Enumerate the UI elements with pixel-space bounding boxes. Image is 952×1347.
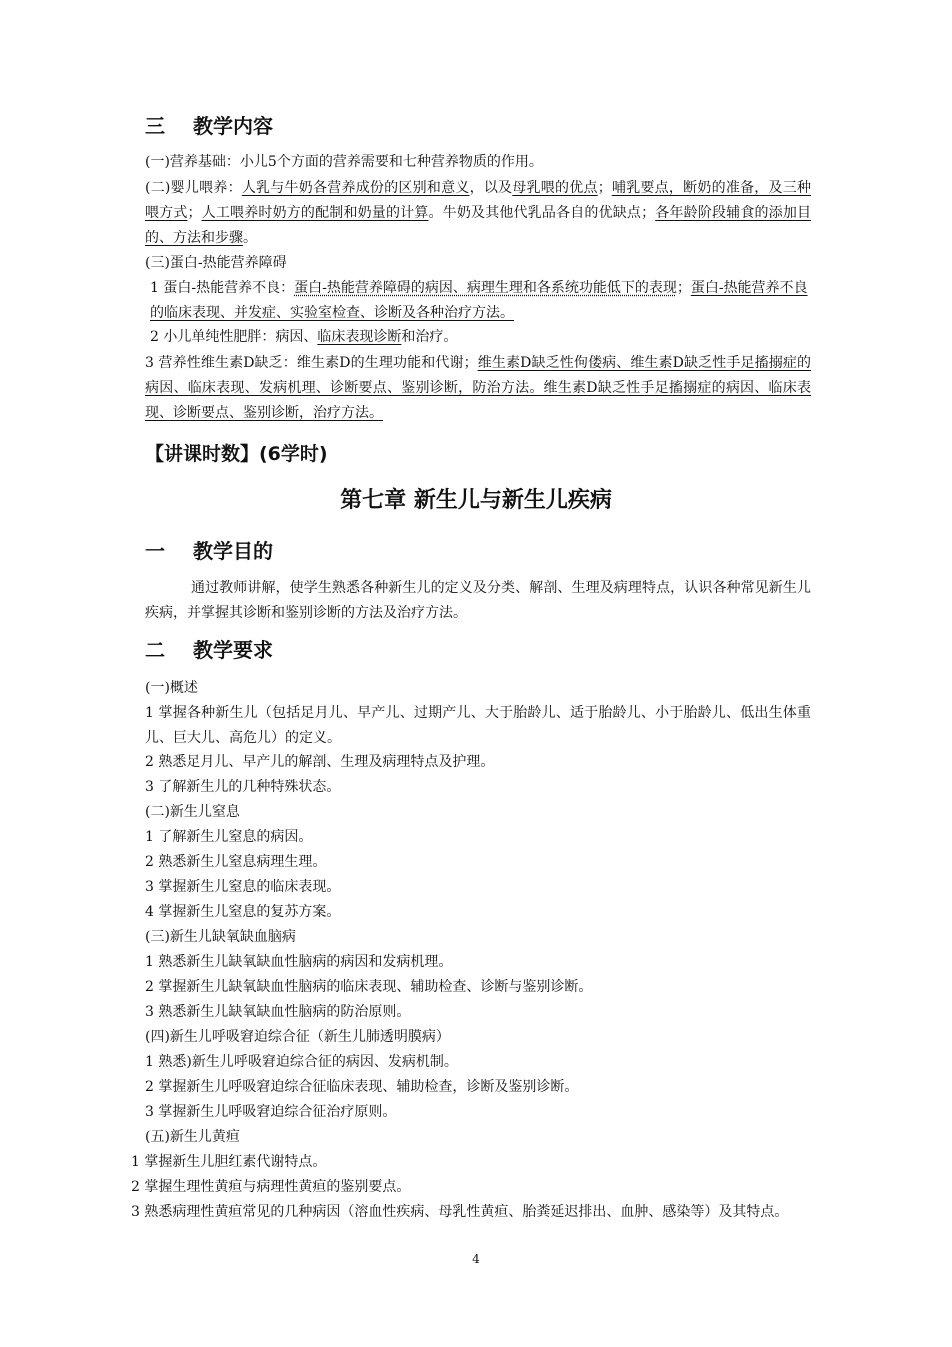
list-item: 1 掌握新生儿胆红素代谢特点。 — [131, 1154, 327, 1170]
content-item-malnutrition-title: (三)蛋白-热能营养障碍 — [145, 255, 287, 271]
text-run: ； — [597, 180, 612, 196]
list-item: 3 了解新生儿的几种特殊状态。 — [145, 779, 341, 795]
content-item-vitamin-d — [145, 351, 811, 426]
content-item-infant-feeding — [145, 176, 811, 251]
text-run: 和治疗。 — [401, 329, 458, 345]
list-item: 4 掌握新生儿窒息的复苏方案。 — [145, 904, 341, 920]
group-title-jaundice: (五)新生儿黄疸 — [145, 1129, 240, 1145]
underlined-text: 蛋白-热能营养不良的临床表现、并发症、实验室检查、诊断及各种治疗方法。 — [150, 280, 808, 321]
section-title: 教学要求 — [193, 638, 273, 662]
list-item: 1 熟悉新生儿缺氧缺血性脑病的病因和发病机理。 — [145, 954, 453, 970]
text-run: 3 营养性维生素D缺乏：维生素D的生理功能和代谢； — [145, 355, 478, 371]
text-run: (二)婴儿喂养： — [145, 180, 242, 196]
section-heading-requirements — [145, 636, 273, 664]
list-item: 3 掌握新生儿窒息的临床表现。 — [145, 879, 341, 895]
text-run: 2 小儿单纯性肥胖：病因、 — [150, 329, 318, 345]
underlined-text: 哺乳要点，断奶的准备，及三种喂方式 — [145, 180, 812, 221]
content-item-nutrition-basics: (一)营养基础：小儿5个方面的营养需要和七种营养物质的作用。 — [145, 154, 543, 170]
list-item: 1 了解新生儿窒息的病因。 — [145, 829, 313, 845]
chapter-title: 第七章 新生儿与新生儿疾病 — [340, 488, 612, 513]
text-run: 。牛奶及其他代乳品各自的优缺点； — [428, 205, 656, 221]
group-title-asphyxia: (二)新生儿窒息 — [145, 804, 240, 820]
list-item: 1 掌握各种新生儿（包括足月儿、早产儿、过期产儿、大于胎龄儿、适于胎龄儿、小于胎龄儿、低出生体重儿、巨大儿、高危儿）的定义。 — [145, 705, 811, 746]
list-item: 2 掌握新生儿呼吸窘迫综合征临床表现、辅助检查，诊断及鉴别诊断。 — [145, 1079, 579, 1095]
text-run: ，以及 — [469, 180, 513, 196]
list-item: 3 熟悉病理性黄疸常见的几种病因（溶血性疾病、母乳性黄疸、胎粪延迟排出、血肿、感染等）及其特点。 — [131, 1204, 789, 1220]
text-run: 1 蛋白-热能营养不良： — [150, 280, 295, 296]
text-run: ； — [676, 280, 691, 296]
page-number: 4 — [472, 1252, 480, 1266]
content-item-obesity — [150, 326, 457, 348]
text-run: 。 — [243, 230, 257, 246]
group-title-overview: (一)概述 — [145, 680, 198, 696]
underlined-text: 维生素D缺乏性佝偻病、维生素D缺乏性手足搐搦症的病因、临床表现、发病机理、诊断要点、鉴别诊断，防治方法。维生素D缺乏性手足搐搦症的病因、临床表现、诊断要点、鉴别诊断，治疗方法。 — [145, 355, 812, 421]
section-heading-purpose — [145, 537, 273, 565]
list-item: 2 熟悉新生儿窒息病理生理。 — [145, 854, 327, 870]
list-item: 2 熟悉足月儿、早产儿的解剖、生理及病理特点及护理。 — [145, 754, 495, 770]
section-title: 教学目的 — [193, 539, 273, 563]
lecture-hours: 【讲课时数】(6学时) — [145, 443, 328, 465]
purpose-paragraph: 通过教师讲解，使学生熟悉各种新生儿的定义及分类、解剖、生理及病理特点，认识各种常见新生儿疾病，并掌握其诊断和鉴别诊断的方法及治疗方法。 — [145, 580, 811, 621]
group-title-rds: (四)新生儿呼吸窘迫综合征（新生儿肺透明膜病） — [145, 1029, 450, 1045]
section-number: 三 — [145, 114, 165, 138]
list-item: 2 掌握新生儿缺氧缺血性脑病的临床表现、辅助检查、诊断与鉴别诊断。 — [145, 979, 593, 995]
section-heading-content — [145, 112, 273, 140]
underlined-text: 母乳喂的优点 — [512, 180, 598, 196]
section-number: 二 — [145, 638, 165, 662]
group-title-hie: (三)新生儿缺氧缺血脑病 — [145, 929, 296, 945]
list-item: 2 掌握生理性黄疸与病理性黄疸的鉴别要点。 — [131, 1179, 411, 1195]
content-item-protein-energy — [150, 276, 810, 326]
section-title: 教学内容 — [193, 114, 273, 138]
underlined-text: 人工喂养时奶方的配制和奶量的计算 — [201, 205, 429, 221]
text-run: ； — [187, 205, 202, 221]
underlined-text: 人乳与牛奶各营养成份的区别和意义 — [241, 180, 470, 196]
list-item: 3 掌握新生儿呼吸窘迫综合征治疗原则。 — [145, 1104, 397, 1120]
list-item: 1 熟悉)新生儿呼吸窘迫综合征的病因、发病机制。 — [145, 1054, 458, 1070]
list-item: 3 熟悉新生儿缺氧缺血性脑病的防治原则。 — [145, 1004, 411, 1020]
dotted-underlined-text: 蛋白-热能营养障碍的病因、病理生理和各系统功能低下的表现 — [294, 280, 677, 296]
underlined-text: 临床表现诊断 — [317, 329, 402, 345]
underlined-text: 各年龄阶段辅食的添加目的、方法和步骤 — [145, 205, 812, 246]
section-number: 一 — [145, 539, 165, 563]
